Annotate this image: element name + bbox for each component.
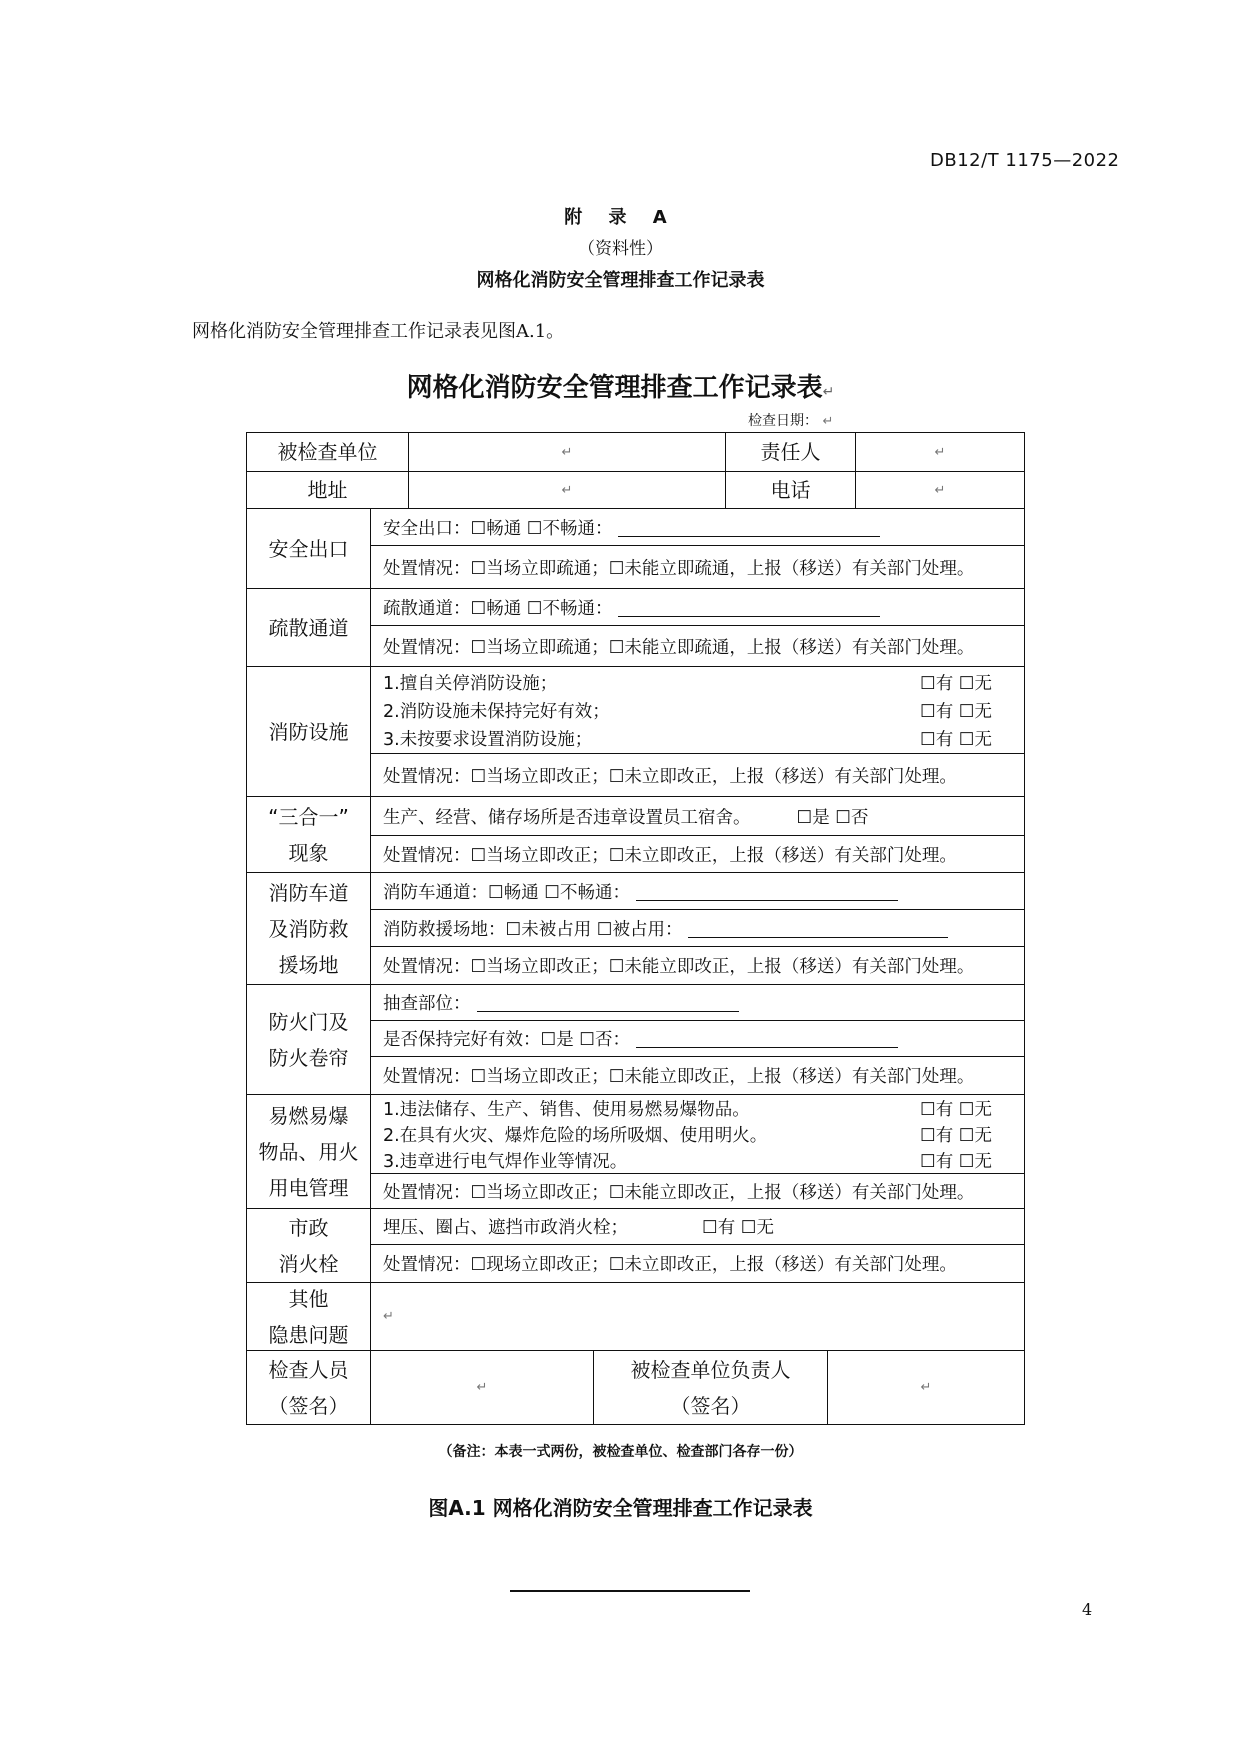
form-note: （备注：本表一式两份，被检查单位、检查部门各存一份）: [438, 1444, 803, 1460]
evacuation-status[interactable]: 疏散通道：☐畅通 ☐不畅通：: [371, 589, 1024, 626]
page-number: 4: [1082, 1600, 1093, 1619]
phone-label: 电话: [726, 472, 856, 509]
three-in-one-label: “三合一” 现象: [247, 797, 371, 873]
return-mark: ↵: [822, 384, 835, 400]
three-in-one-question[interactable]: 生产、经营、储存场所是否违章设置员工宿舍。 ☐是 ☐否: [371, 797, 1024, 836]
list-item[interactable]: 2.消防设施未保持完好有效； ☐有 ☐无: [383, 701, 992, 722]
list-item[interactable]: 1.违法储存、生产、销售、使用易燃易爆物品。 ☐有 ☐无: [383, 1099, 992, 1120]
safety-exit-handling[interactable]: 处置情况：☐当场立即疏通；☐未能立即疏通，上报（移送）有关部门处理。: [371, 546, 1024, 589]
appendix-nature: （资料性）: [578, 239, 663, 259]
fire-lane-label: 消防车道 及消防救 援场地: [247, 873, 371, 985]
fire-facility-label: 消防设施: [247, 667, 371, 797]
inspection-form-table: [246, 432, 1025, 1425]
form-title: 网格化消防安全管理排查工作记录表↵: [406, 373, 835, 403]
evacuation-label: 疏散通道: [247, 589, 371, 667]
unit-label: 被检查单位: [247, 433, 409, 472]
fire-door-kept[interactable]: 是否保持完好有效：☐是 ☐否：: [371, 1021, 1024, 1057]
evacuation-handling[interactable]: 处置情况：☐当场立即疏通；☐未能立即疏通，上报（移送）有关部门处理。: [371, 626, 1024, 667]
fire-facility-items: [371, 667, 1024, 754]
address-label: 地址: [247, 472, 409, 509]
flammable-items: [371, 1095, 1024, 1174]
safety-exit-status[interactable]: 安全出口：☐畅通 ☐不畅通：: [371, 509, 1024, 546]
address-field[interactable]: ↵: [409, 472, 726, 509]
other-hazard-label: 其他 隐患问题: [247, 1283, 371, 1351]
rescue-site-status[interactable]: 消防救援场地：☐未被占用 ☐被占用：: [371, 910, 1024, 947]
fire-door-location[interactable]: 抽查部位：: [371, 985, 1024, 1021]
safety-exit-label: 安全出口: [247, 509, 371, 589]
three-in-one-handling[interactable]: 处置情况：☐当场立即改正；☐未立即改正，上报（移送）有关部门处理。: [371, 836, 1024, 873]
hydrant-question[interactable]: 埋压、圈占、遮挡市政消火栓； ☐有 ☐无: [371, 1209, 1024, 1245]
figure-caption: 图A.1 网格化消防安全管理排查工作记录表: [428, 1496, 813, 1520]
list-item[interactable]: 1.擅自关停消防设施； ☐有 ☐无: [383, 673, 992, 694]
responsible-field[interactable]: ↵: [856, 433, 1024, 472]
hydrant-label: 市政 消火栓: [247, 1209, 371, 1283]
fire-lane-handling[interactable]: 处置情况：☐当场立即改正；☐未能立即改正，上报（移送）有关部门处理。: [371, 947, 1024, 985]
unit-field[interactable]: ↵: [409, 433, 726, 472]
unit-head-label: 被检查单位负责人 （签名）: [594, 1351, 828, 1424]
phone-field[interactable]: ↵: [856, 472, 1024, 509]
flammable-handling[interactable]: 处置情况：☐当场立即改正；☐未能立即改正，上报（移送）有关部门处理。: [371, 1174, 1024, 1209]
inspector-signature[interactable]: ↵: [371, 1351, 594, 1424]
list-item[interactable]: 3.违章进行电气焊作业等情况。 ☐有 ☐无: [383, 1151, 992, 1172]
footer-rule: [510, 1590, 750, 1592]
fire-door-label: 防火门及 防火卷帘: [247, 985, 371, 1095]
list-item[interactable]: 2.在具有火灾、爆炸危险的场所吸烟、使用明火。 ☐有 ☐无: [383, 1125, 992, 1146]
document-number: DB12/T 1175—2022: [930, 150, 1120, 171]
responsible-label: 责任人: [726, 433, 856, 472]
fire-facility-handling[interactable]: 处置情况：☐当场立即改正；☐未立即改正，上报（移送）有关部门处理。: [371, 754, 1024, 797]
list-item[interactable]: 3.未按要求设置消防设施； ☐有 ☐无: [383, 729, 992, 750]
inspection-date-label: 检查日期： ↵: [748, 413, 834, 429]
other-hazard-field[interactable]: ↵: [371, 1283, 1024, 1351]
appendix-title: 网格化消防安全管理排查工作记录表: [476, 270, 765, 291]
hydrant-handling[interactable]: 处置情况：☐现场立即改正；☐未立即改正，上报（移送）有关部门处理。: [371, 1245, 1024, 1283]
fire-lane-status[interactable]: 消防车通道：☐畅通 ☐不畅通：: [371, 873, 1024, 910]
appendix-label: 附 录 A: [564, 207, 677, 228]
fire-door-handling[interactable]: 处置情况：☐当场立即改正；☐未能立即改正，上报（移送）有关部门处理。: [371, 1057, 1024, 1095]
flammable-label: 易燃易爆 物品、用火 用电管理: [247, 1095, 371, 1209]
unit-head-signature[interactable]: ↵: [920, 1380, 932, 1395]
inspector-label: 检查人员 （签名）: [247, 1351, 371, 1424]
intro-paragraph: 网格化消防安全管理排查工作记录表见图A.1。: [192, 321, 565, 342]
